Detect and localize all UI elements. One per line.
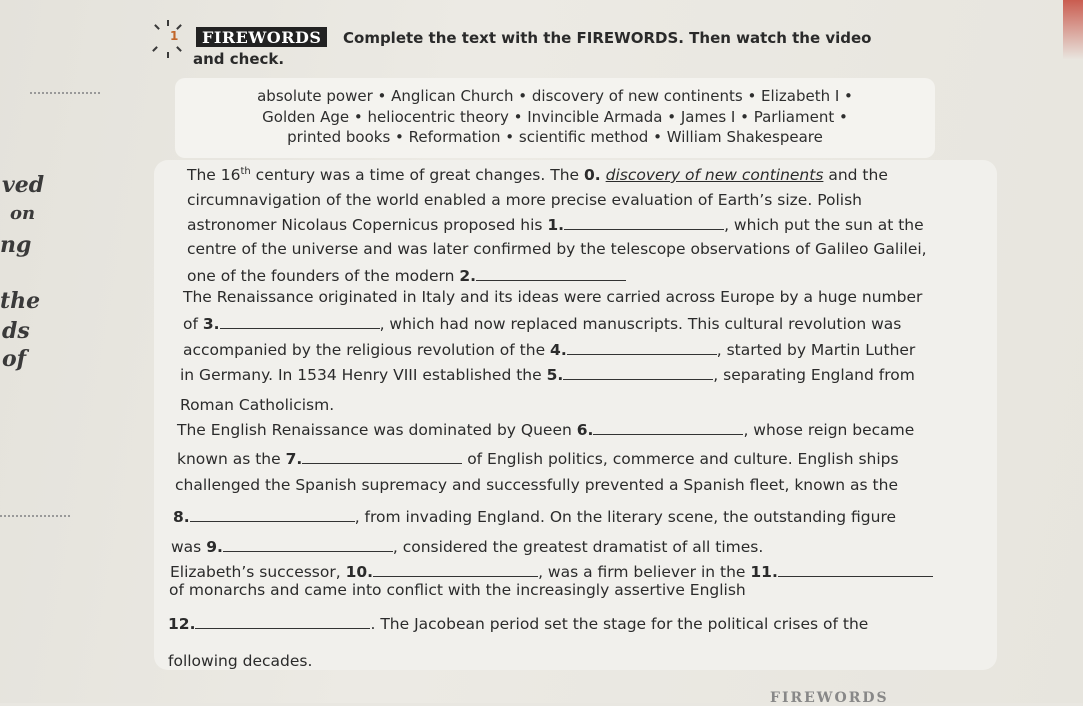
instruction-text: Complete the text with the FIREWORDS. Then watch the video — [343, 29, 872, 47]
answer-blank-9[interactable] — [223, 537, 393, 552]
text-line — [180, 365, 915, 384]
text-fragment: , started by Martin Luther — [716, 341, 916, 359]
gap-number: 5. — [546, 366, 564, 384]
text-fragment: was — [171, 538, 207, 556]
margin-divider — [30, 92, 100, 94]
margin-word: on — [10, 203, 36, 224]
gap-number: 10. — [345, 563, 374, 581]
gap-number: 2. — [459, 267, 477, 285]
text-line — [177, 420, 914, 439]
text-fragment: accompanied by the religious revolution of the — [183, 341, 551, 359]
text-line — [187, 215, 924, 234]
margin-word: of — [2, 346, 27, 372]
firewords-tag: FIREWORDS — [196, 27, 327, 47]
answer-blank-7[interactable] — [302, 449, 462, 464]
text-fragment: , which had now replaced manuscripts. This cultural revolution was — [379, 315, 902, 333]
answer-blank-11[interactable] — [778, 562, 933, 577]
gap-number: 1. — [547, 216, 565, 234]
text-fragment: . The Jacobean period set the stage for the political crises of the — [370, 615, 869, 633]
answer-blank-5[interactable] — [563, 365, 713, 380]
gap-number: 8. — [173, 508, 190, 526]
text-fragment: The 16 — [187, 166, 241, 185]
text-line: of monarchs and came into conflict with the increasingly assertive English — [169, 581, 746, 599]
answer-blank-10[interactable] — [373, 562, 538, 577]
gap-number: 9. — [206, 538, 223, 556]
text-line — [187, 166, 888, 184]
word-bank — [175, 78, 935, 158]
answer-blank-6[interactable] — [593, 420, 743, 435]
gap-number: 0. — [584, 166, 601, 185]
footer-heading-partial: FIREWORDS — [770, 690, 889, 706]
superscript: th — [240, 166, 251, 177]
text-fragment: , from invading England. On the literary scene, the outstanding figure — [354, 508, 897, 526]
text-line — [177, 449, 899, 468]
text-line: Roman Catholicism. — [180, 396, 335, 414]
gap-number: 4. — [550, 341, 567, 359]
text-fragment: , whose reign became — [743, 421, 915, 439]
text-fragment: of English politics, commerce and culture. English ships — [462, 450, 899, 468]
word-bank-line: absolute power • Anglican Church • discovery of new continents • Elizabeth I • — [257, 87, 853, 105]
text-line — [187, 266, 626, 285]
text-fragment: of — [183, 315, 203, 333]
text-line: circumnavigation of the world enabled a more precise evaluation of Earth’s size. Polish — [187, 191, 862, 209]
example-answer: discovery of new continents — [605, 166, 824, 185]
answer-blank-2[interactable] — [476, 266, 626, 281]
text-line — [171, 537, 763, 556]
page-corner-decoration — [1063, 0, 1083, 60]
text-fragment: and the — [823, 166, 888, 185]
answer-blank-4[interactable] — [567, 340, 717, 355]
text-line: The Renaissance originated in Italy and its ideas were carried across Europe by a huge number — [183, 288, 923, 306]
text-line — [183, 340, 915, 359]
exercise-number: 1 — [170, 29, 179, 43]
answer-blank-12[interactable] — [195, 614, 370, 629]
margin-word: ng — [0, 232, 32, 258]
text-fragment: , was a firm believer in the — [538, 563, 751, 581]
gap-number: 12. — [168, 615, 196, 633]
text-fragment: The English Renaissance was dominated by Queen — [177, 421, 577, 439]
margin-divider — [0, 515, 70, 517]
text-line: following decades. — [168, 652, 313, 670]
margin-word: ds — [2, 318, 30, 344]
gap-number: 11. — [750, 563, 778, 581]
text-line — [173, 507, 896, 526]
text-line — [168, 614, 868, 633]
text-fragment: in Germany. In 1534 Henry VIII established the — [180, 366, 547, 384]
text-line — [183, 314, 901, 333]
text-fragment: , considered the greatest dramatist of all times. — [392, 538, 764, 556]
margin-word: ved — [2, 172, 45, 198]
text-line: centre of the universe and was later confirmed by the telescope observations of Galileo Galilei, — [187, 240, 927, 258]
text-fragment: Elizabeth’s successor, — [170, 563, 346, 581]
text-fragment: one of the founders of the modern — [187, 267, 460, 285]
instruction-text-continued: and check. — [193, 50, 285, 68]
gap-number: 3. — [202, 315, 220, 333]
gap-number: 7. — [285, 450, 303, 468]
text-line — [170, 562, 933, 581]
word-bank-line: Golden Age • heliocentric theory • Invincible Armada • James I • Parliament • — [262, 107, 848, 126]
answer-blank-1[interactable] — [564, 215, 724, 230]
text-fragment: , separating England from — [713, 366, 915, 384]
word-bank-line: printed books • Reformation • scientific method • William Shakespeare — [287, 128, 823, 146]
answer-blank-8[interactable] — [190, 507, 355, 522]
text-line: challenged the Spanish supremacy and successfully prevented a Spanish fleet, known as the — [175, 476, 898, 494]
text-fragment: astronomer Nicolaus Copernicus proposed his — [187, 216, 548, 234]
text-fragment: century was a time of great changes. The — [250, 166, 584, 185]
text-fragment: known as the — [177, 450, 286, 468]
gap-number: 6. — [576, 421, 594, 439]
margin-word: the — [0, 288, 41, 314]
answer-blank-3[interactable] — [220, 314, 380, 329]
text-fragment: , which put the sun at the — [724, 216, 924, 234]
